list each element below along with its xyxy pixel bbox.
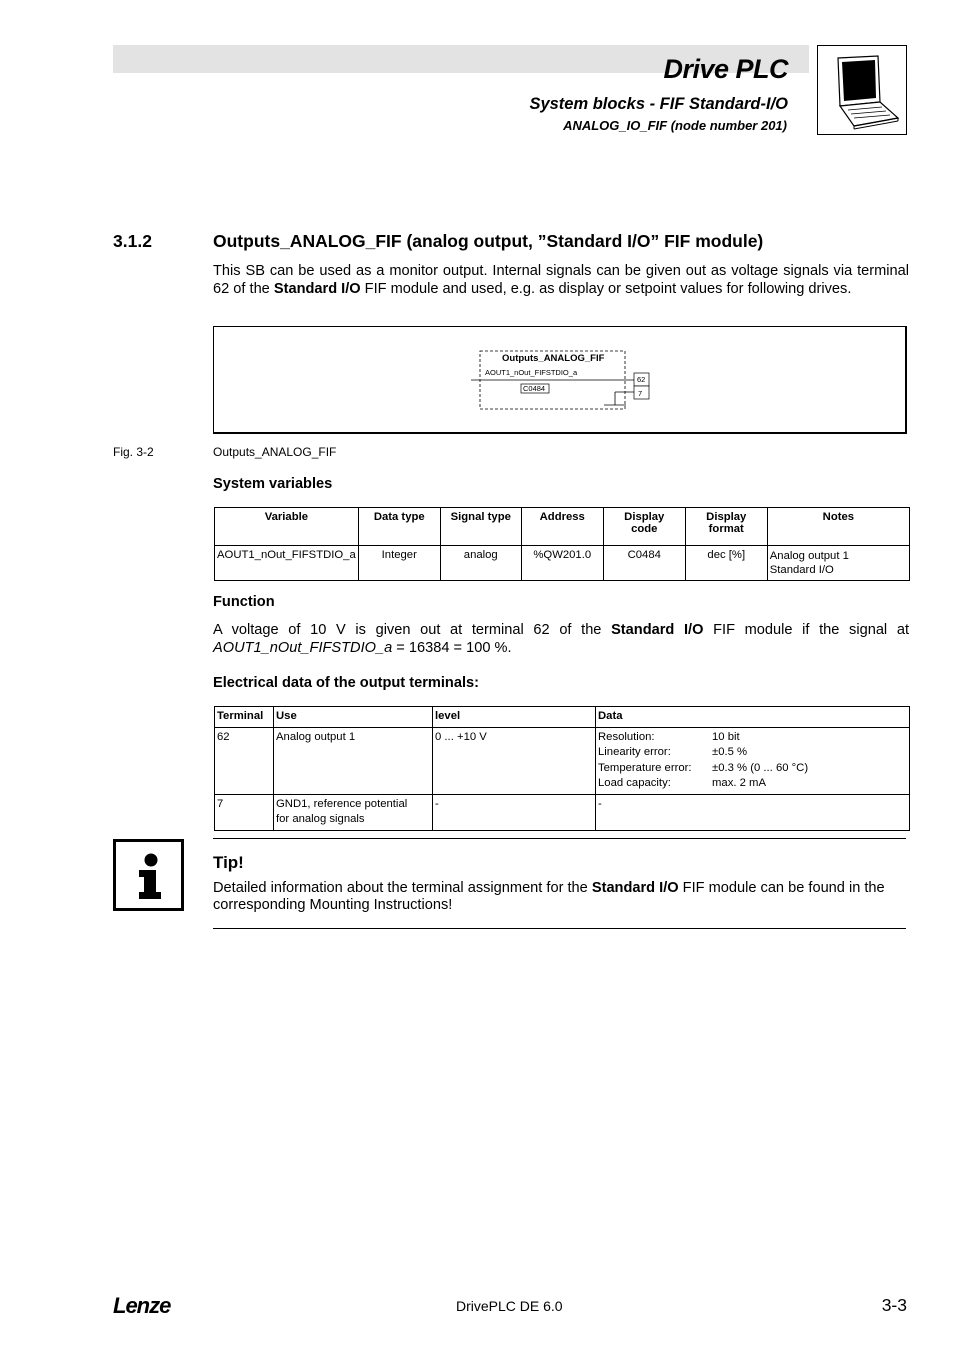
- table-header-row: [215, 707, 910, 728]
- col-use: Use: [274, 707, 433, 728]
- col-terminal: Terminal: [215, 707, 274, 728]
- electrical-data-heading: Electrical data of the output terminals:: [213, 675, 479, 691]
- cell-use: GND1, reference potential for analog signals: [274, 794, 433, 830]
- terminal-62: 62: [637, 375, 646, 384]
- cell-display-code: C0484: [603, 546, 685, 581]
- col-data: Data: [596, 707, 910, 728]
- block-signal: AOUT1_nOut_FIFSTDIO_a: [485, 368, 578, 377]
- data-line: Load capacity: max. 2 mA: [598, 777, 766, 789]
- info-icon: [113, 839, 184, 911]
- col-display-format: Display format: [685, 508, 767, 546]
- cell-notes: Analog output 1 Standard I/O: [767, 546, 909, 581]
- data-line: Temperature error: ±0.3 % (0 ... 60 °C): [598, 761, 809, 774]
- table-header-row: [215, 508, 910, 546]
- table-row: [215, 727, 910, 794]
- col-address: Address: [521, 508, 603, 546]
- function-block-figure: [213, 326, 907, 434]
- cell-data: -: [596, 794, 910, 830]
- header-subtitle-node: ANALOG_IO_FIF (node number 201): [563, 118, 787, 133]
- block-code: C0484: [523, 384, 546, 393]
- col-level: level: [433, 707, 596, 728]
- block-title: Outputs_ANALOG_FIF: [502, 353, 605, 364]
- data-line: Resolution: 10 bit: [598, 730, 740, 743]
- col-variable: Variable: [215, 508, 359, 546]
- footer-document-name: DrivePLC DE 6.0: [456, 1298, 563, 1314]
- table-row: [215, 546, 910, 581]
- figure-caption: Outputs_ANALOG_FIF: [213, 445, 337, 459]
- tip-title: Tip!: [213, 853, 244, 872]
- col-display-code: Display code: [603, 508, 685, 546]
- function-heading: Function: [213, 594, 275, 610]
- cell-level: 0 ... +10 V: [433, 727, 596, 794]
- lenze-logo: Lenze: [113, 1293, 171, 1318]
- data-line: Linearity error: ±0.5 %: [598, 746, 748, 758]
- laptop-icon: [817, 45, 907, 135]
- figure-label: Fig. 3-2: [113, 445, 154, 459]
- tip-top-rule: [213, 838, 906, 839]
- page-title: Drive PLC: [663, 54, 788, 84]
- section-title: Outputs_ANALOG_FIF (analog output, ”Standard I/O” FIF module): [213, 231, 764, 251]
- col-data-type: Data type: [358, 508, 440, 546]
- cell-address: %QW201.0: [521, 546, 603, 581]
- cell-variable: AOUT1_nOut_FIFSTDIO_a: [215, 546, 359, 581]
- cell-signal-type: analog: [440, 546, 521, 581]
- cell-data-type: Integer: [358, 546, 440, 581]
- cell-data: [596, 727, 910, 794]
- cell-terminal: 7: [215, 794, 274, 830]
- header-subtitle: System blocks - FIF Standard-I/O: [529, 95, 788, 113]
- terminal-7: 7: [638, 389, 643, 398]
- system-variables-heading: System variables: [213, 476, 333, 492]
- col-signal-type: Signal type: [440, 508, 521, 546]
- table-row: [215, 794, 910, 830]
- cell-display-format: dec [%]: [685, 546, 767, 581]
- cell-level: -: [433, 794, 596, 830]
- electrical-data-table: [214, 706, 910, 831]
- tip-text: Detailed information about the terminal assignment for the Standard I/O FIF module can be found in the corresponding Mounting Instructions!: [213, 880, 885, 913]
- system-variables-table: [214, 507, 910, 581]
- tip-bottom-rule: [213, 928, 906, 929]
- section-number: 3.1.2: [113, 231, 152, 251]
- col-notes: Notes: [767, 508, 909, 546]
- intro-paragraph: This SB can be used as a monitor output. Internal signals can be given out as voltage signals via terminal 62 of the Standard I/O FIF module and used, e.g. as display or setpoint values for following drives.: [213, 263, 909, 297]
- cell-use: Analog output 1: [274, 727, 433, 794]
- function-paragraph: A voltage of 10 V is given out at terminal 62 of the Standard I/O FIF module if the signal at AOUT1_nOut_FIFSTDIO_a = 16384 = 100 %.: [213, 622, 909, 656]
- page-number: 3-3: [881, 1295, 907, 1315]
- cell-terminal: 62: [215, 727, 274, 794]
